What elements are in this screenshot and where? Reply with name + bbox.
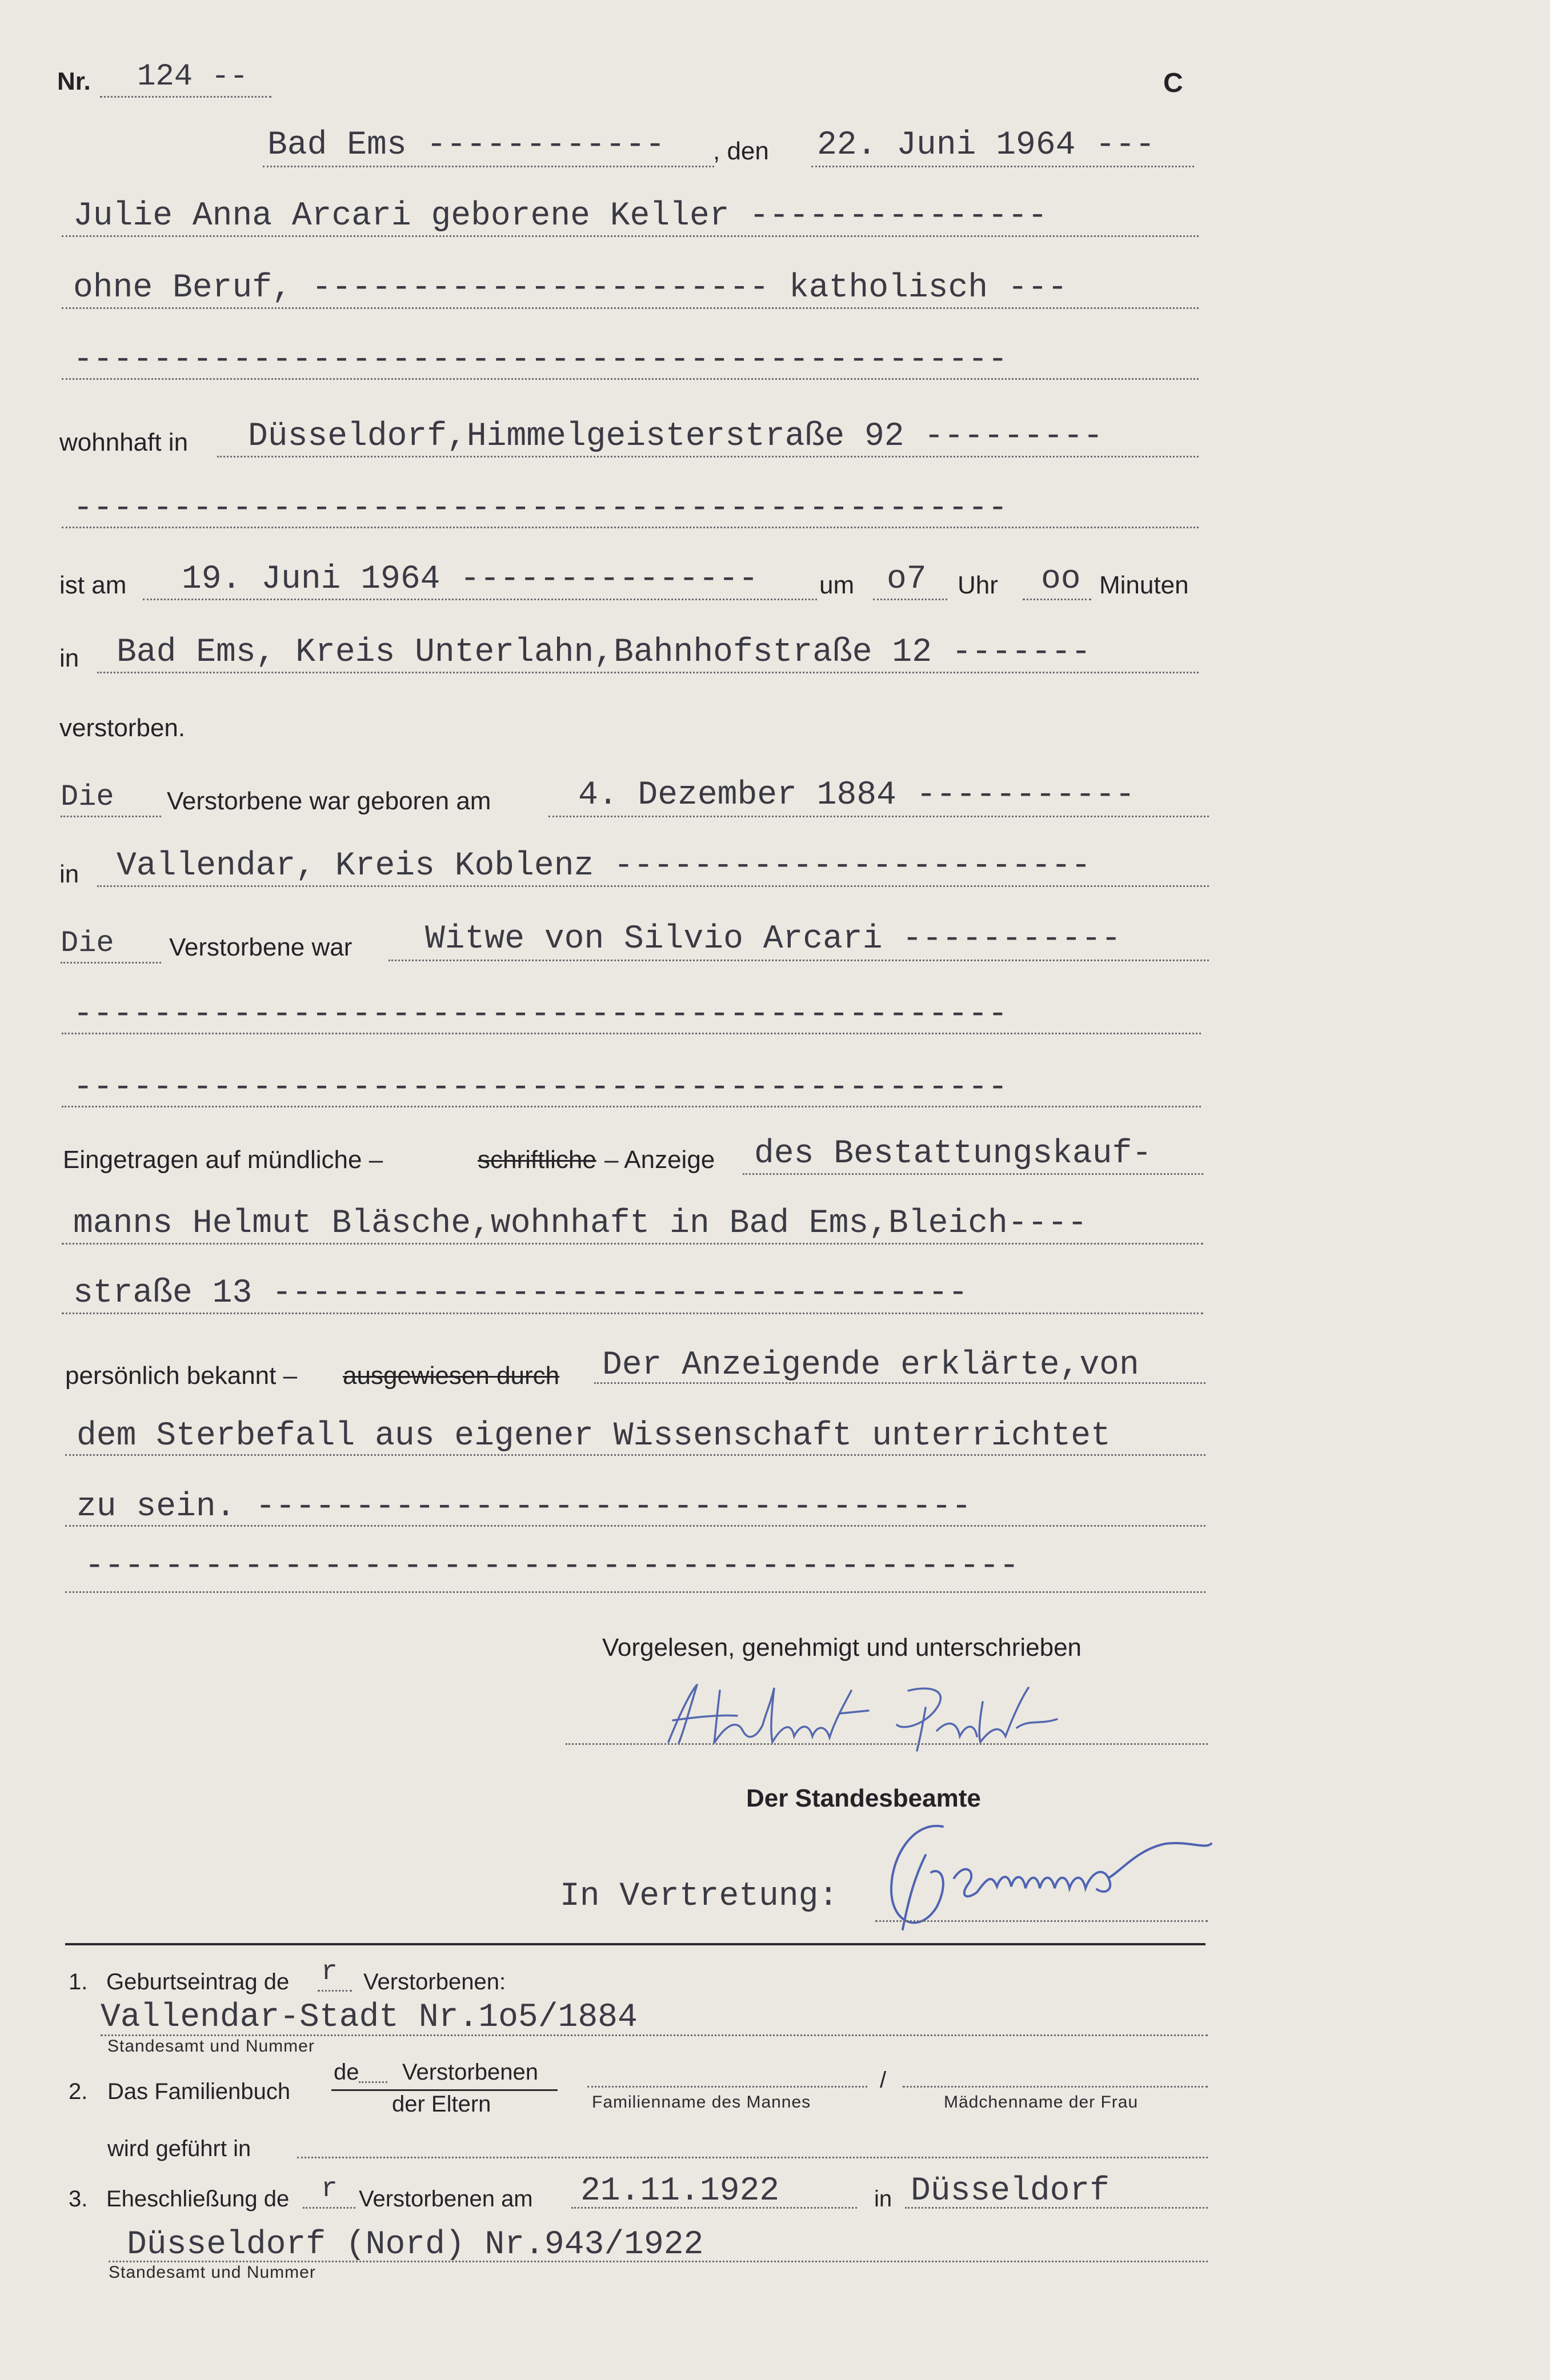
note2-slash: / <box>880 2068 887 2093</box>
death-date-line <box>143 599 817 600</box>
note3-number: 3. <box>69 2186 88 2212</box>
entry-number-line <box>100 96 271 98</box>
statement-dotline3 <box>65 1525 1205 1527</box>
registry-date: 22. Juni 1964 --- <box>817 127 1155 164</box>
note2-label: Das Familienbuch <box>107 2079 291 2104</box>
marital-dotline3 <box>62 1106 1201 1107</box>
marital-status: Witwe von Silvio Arcari ----------- <box>425 921 1122 958</box>
deceased-address: Düsseldorf,Himmelgeisterstraße 92 --------- <box>248 418 1103 455</box>
note2-wird-line <box>297 2157 1208 2158</box>
den-label: , den <box>713 137 769 165</box>
vorgelesen-text: Vorgelesen, genehmigt und unterschrieben <box>602 1634 1082 1661</box>
note3-caption: Standesamt und Nummer <box>109 2263 316 2282</box>
note3-in-label: in <box>874 2186 892 2212</box>
note3-place-line <box>905 2207 1208 2209</box>
marital-dotline2 <box>62 1033 1201 1034</box>
deceased-address-line <box>217 456 1199 457</box>
note3-suffix-line <box>303 2207 355 2209</box>
marital-text-label: Verstorbene war <box>169 933 353 961</box>
reporter-line1: des Bestattungskauf- <box>754 1135 1152 1173</box>
deceased-occupation-line <box>62 307 1199 309</box>
statement-dotline4 <box>65 1591 1205 1593</box>
standesbeamte-label: Der Standesbeamte <box>746 1784 981 1812</box>
informant-signature-line <box>566 1743 1208 1745</box>
reporter-dotline1 <box>743 1173 1203 1175</box>
note2-familienname-line <box>587 2086 867 2088</box>
note2-eltern: der Eltern <box>392 2092 491 2117</box>
statement-line1: Der Anzeigende erklärte,von <box>602 1347 1139 1384</box>
statement-line4: ----------------------------------------------- <box>85 1548 1019 1585</box>
note2-verstorbenen: Verstorbenen <box>402 2060 538 2085</box>
deceased-name-line <box>62 235 1199 237</box>
ausgewiesen-label-struck: ausgewiesen durch <box>343 1362 560 1390</box>
note3-date-line <box>571 2207 857 2209</box>
ist-am-label: ist am <box>59 571 127 599</box>
statement-dotline2 <box>65 1454 1205 1456</box>
note1-label-a: Geburtseintrag de <box>106 1969 290 1994</box>
note1-value-line <box>101 2034 1208 2036</box>
deceased-name: Julie Anna Arcari geborene Keller --------------- <box>73 198 1048 235</box>
deceased-address-dotline2 <box>62 527 1199 528</box>
reporter-dotline2 <box>62 1243 1203 1245</box>
marital-status-line <box>388 960 1209 961</box>
informant-signature <box>663 1679 1063 1759</box>
deceased-address-line2: ----------------------------------------------- <box>73 490 1008 527</box>
schriftliche-label-struck: schriftliche <box>478 1146 596 1174</box>
note2-familienname-caption: Familienname des Mannes <box>592 2093 811 2112</box>
eingetragen-label: Eingetragen auf mündliche – <box>63 1146 383 1174</box>
reporter-line2: manns Helmut Bläsche,wohnhaft in Bad Ems,Bleich---- <box>73 1205 1088 1242</box>
note3-value: Düsseldorf (Nord) Nr.943/1922 <box>127 2226 704 2263</box>
death-minutes: oo <box>1041 561 1081 598</box>
deceased-blank-dotline <box>62 378 1199 380</box>
note3-date: 21.11.1922 <box>580 2173 780 2210</box>
vertretung-label: In Vertretung: <box>560 1878 839 1915</box>
form-letter: C <box>1163 68 1183 98</box>
note2-wird-label: wird geführt in <box>107 2136 251 2161</box>
note3-suffix: r <box>321 2174 338 2205</box>
official-signature-line <box>875 1920 1208 1922</box>
death-place-line <box>97 672 1199 673</box>
death-date: 19. Juni 1964 --------------- <box>182 561 759 598</box>
registry-place: Bad Ems ------------ <box>267 127 666 164</box>
statement-dotline1 <box>594 1382 1205 1384</box>
note1-caption: Standesamt und Nummer <box>107 2037 315 2056</box>
deceased-blank-line: ----------------------------------------------- <box>73 342 1008 379</box>
entry-number: 124 -- <box>137 59 249 94</box>
note2-maedchenname-caption: Mädchenname der Frau <box>944 2093 1139 2112</box>
marital-die-line <box>61 962 161 964</box>
birth-in-label: in <box>59 860 79 888</box>
note2-de-line <box>359 2081 387 2083</box>
death-place: Bad Ems, Kreis Unterlahn,Bahnhofstraße 12 ------- <box>117 634 1091 671</box>
birth-die-label: Die <box>61 780 114 814</box>
death-minutes-line <box>1023 599 1091 600</box>
statement-line2: dem Sterbefall aus eigener Wissenschaft unterrichtet <box>77 1418 1111 1455</box>
birth-text-label: Verstorbene war geboren am <box>167 787 491 815</box>
official-signature <box>868 1809 1223 1946</box>
deceased-occupation-religion: ohne Beruf, ----------------------- katholisch --- <box>73 270 1068 307</box>
note1-number: 1. <box>69 1969 88 1994</box>
birth-place: Vallendar, Kreis Koblenz ------------------------ <box>117 848 1091 885</box>
note3-label-b: Verstorbenen am <box>359 2186 533 2212</box>
reporter-line3: straße 13 ----------------------------------- <box>73 1275 968 1312</box>
footer-rule <box>65 1943 1205 1945</box>
reporter-dotline3 <box>62 1313 1203 1314</box>
marital-line3: ----------------------------------------------- <box>73 1069 1008 1106</box>
note3-place: Düsseldorf <box>911 2173 1110 2210</box>
um-label: um <box>819 571 855 599</box>
death-in-label: in <box>59 644 79 672</box>
note2-de: de <box>334 2060 359 2085</box>
death-hour: o7 <box>887 561 927 598</box>
birth-date: 4. Dezember 1884 ----------- <box>578 777 1135 814</box>
note3-label-a: Eheschließung de <box>106 2186 290 2212</box>
birth-place-line <box>97 885 1209 887</box>
minuten-label: Minuten <box>1099 571 1189 599</box>
nr-label: Nr. <box>57 67 91 95</box>
marital-die-label: Die <box>61 926 114 960</box>
wohnhaft-label: wohnhaft in <box>59 428 189 456</box>
note2-fraction-line <box>331 2089 558 2091</box>
uhr-label: Uhr <box>958 571 998 599</box>
note1-label-b: Verstorbenen: <box>363 1969 506 1994</box>
anzeige-label: – Anzeige <box>604 1146 715 1174</box>
birth-die-line <box>61 816 161 817</box>
statement-line3: zu sein. ------------------------------------ <box>77 1488 972 1526</box>
verstorben-label: verstorben. <box>59 714 186 742</box>
registry-place-line <box>263 166 714 167</box>
note2-number: 2. <box>69 2079 88 2104</box>
note1-value: Vallendar-Stadt Nr.1o5/1884 <box>101 1999 638 2036</box>
note1-suffix: r <box>321 1957 338 1988</box>
marital-line2: ----------------------------------------------- <box>73 996 1008 1033</box>
birth-date-line <box>548 816 1209 817</box>
death-hour-line <box>873 599 947 600</box>
note2-maedchenname-line <box>903 2086 1208 2088</box>
note3-value-line <box>109 2261 1208 2262</box>
registry-date-line <box>811 166 1194 167</box>
bekannt-label: persönlich bekannt – <box>65 1362 298 1390</box>
note1-suffix-line <box>318 1990 352 1992</box>
